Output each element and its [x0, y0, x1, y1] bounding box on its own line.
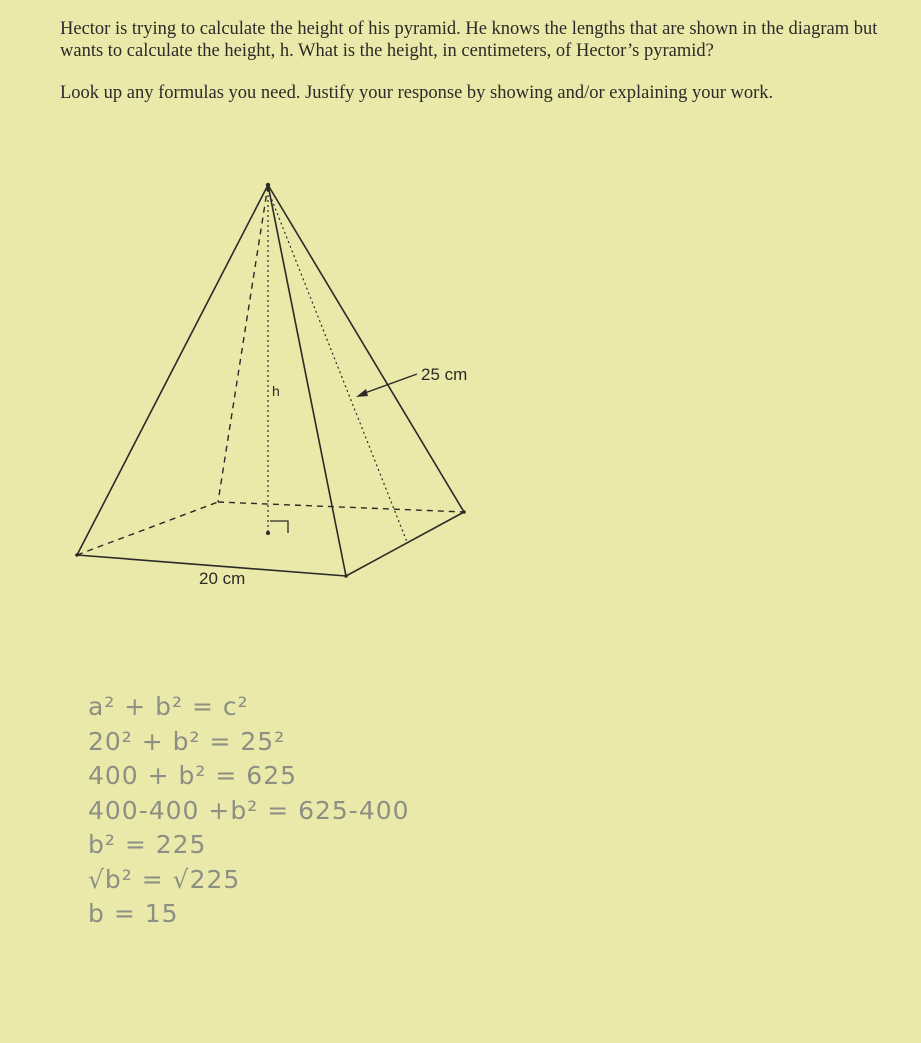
- corner-point-front: [344, 574, 348, 578]
- work-line: 400-400 +b² = 625-400: [88, 795, 410, 825]
- hidden-edge-back-right: [218, 502, 464, 512]
- slant-height-line: [268, 190, 407, 542]
- work-line: 400 + b² = 625: [88, 761, 298, 790]
- hidden-edge-back-left: [77, 502, 218, 555]
- slant-label-leader: [362, 374, 417, 394]
- edge-base-right: [346, 512, 464, 576]
- question-instructions: Look up any formulas you need. Justify your response by showing and/or explaining your work.: [60, 83, 774, 103]
- work-line: √b² = √225: [88, 864, 241, 894]
- work-line: 20² + b² = 25²: [88, 726, 286, 756]
- height-label: h: [272, 383, 280, 399]
- corner-point-right: [462, 510, 466, 514]
- center-point: [266, 531, 270, 535]
- handwritten-work: [88, 690, 508, 932]
- slant-height-label: 25 cm: [421, 365, 468, 384]
- work-line: b² = 225: [88, 830, 207, 859]
- base-length-label: 20 cm: [199, 569, 246, 588]
- question-prompt: Hector is trying to calculate the height of his pyramid. He knows the lengths that are shown in the diagram but wants to calculate the height, h. What is the height, in centimeters, of Hector’s pyramid?: [60, 19, 878, 61]
- work-line: b = 15: [88, 899, 179, 928]
- edge-apex-front: [268, 185, 346, 576]
- edge-apex-right: [268, 185, 464, 512]
- corner-point-left: [75, 553, 79, 557]
- work-line: a² + b² = c²: [88, 692, 249, 721]
- right-angle-marker: [270, 521, 288, 533]
- arrowhead: [356, 389, 368, 397]
- apex-point: [266, 183, 270, 187]
